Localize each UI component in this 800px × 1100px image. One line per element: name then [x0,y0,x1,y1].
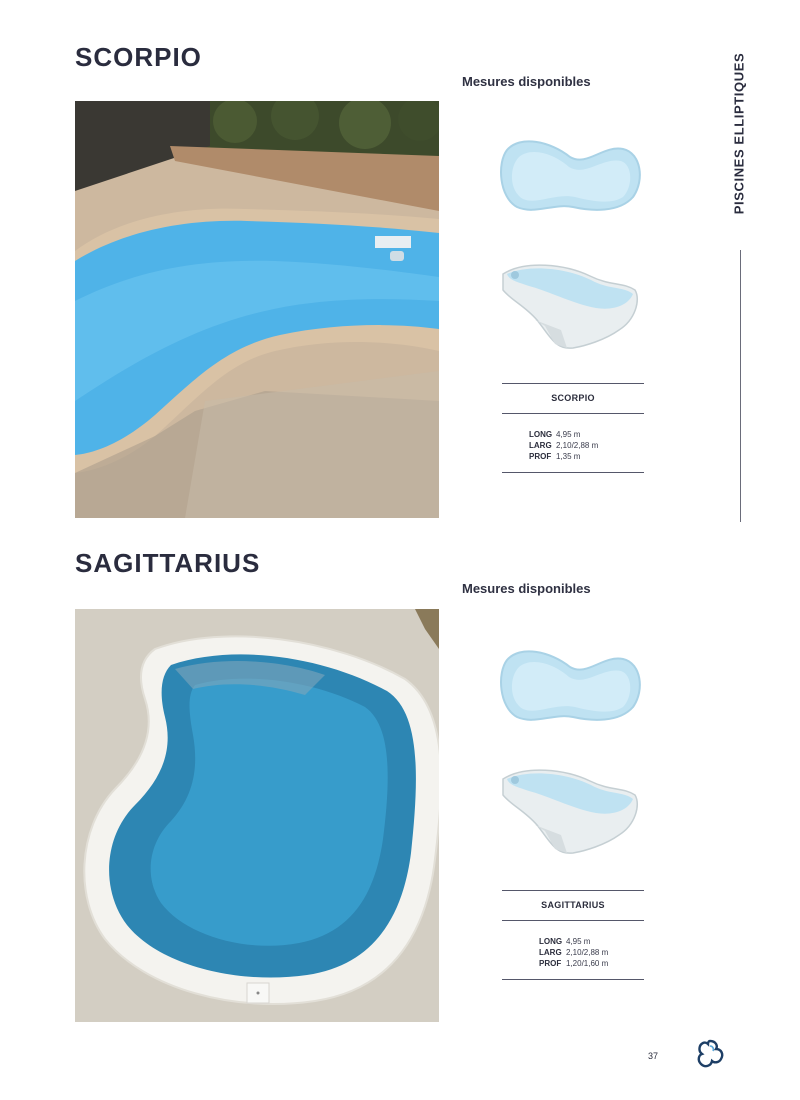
spec-rows [502,414,644,472]
product-title-scorpio: SCORPIO [75,42,202,72]
page-number: 37 [648,1051,659,1061]
section-side-tab [730,40,748,230]
sagittarius-shell-top-view [495,645,645,725]
spec-label: LONG [529,430,553,439]
spec-label: LONG [539,937,563,946]
spec-value: 1,35 m [556,452,581,461]
measures-heading-scorpio: Mesures disponibles [462,74,591,89]
spec-label: LARG [539,948,562,957]
spec-row-long [539,936,644,947]
section-side-label: PISCINES ELLIPTIQUES [731,52,747,215]
spec-row-prof [539,958,644,969]
product-title-sagittarius: SAGITTARIUS [75,548,261,578]
spec-row-larg [539,947,644,958]
brand-logo-icon [694,1038,726,1070]
spec-model-name: SCORPIO [551,393,595,403]
spec-value: 4,95 m [566,937,591,946]
spec-row-larg [529,440,644,451]
spec-label: LARG [529,441,552,450]
spec-value: 2,10/2,88 m [566,948,609,957]
sagittarius-spec-table [502,890,644,980]
sagittarius-pool-photo [75,609,439,1022]
spec-value: 4,95 m [556,430,581,439]
spec-value: 1,20/1,60 m [566,959,609,968]
section-side-divider [740,250,741,522]
scorpio-pool-photo [75,101,439,518]
spec-label: PROF [529,452,552,461]
measures-heading-sagittarius: Mesures disponibles [462,581,591,596]
spec-model-name: SAGITTARIUS [541,900,605,910]
scorpio-shell-top-view [495,135,645,215]
spec-value: 2,10/2,88 m [556,441,599,450]
scorpio-shell-side-view [495,260,645,355]
scorpio-spec-table [502,383,644,473]
spec-rule-bottom [502,472,644,473]
spec-rows [502,921,644,979]
spec-label: PROF [539,959,562,968]
sagittarius-shell-side-view [495,765,645,860]
spec-row-long [529,429,644,440]
spec-rule-bottom [502,979,644,980]
spec-row-prof [529,451,644,462]
